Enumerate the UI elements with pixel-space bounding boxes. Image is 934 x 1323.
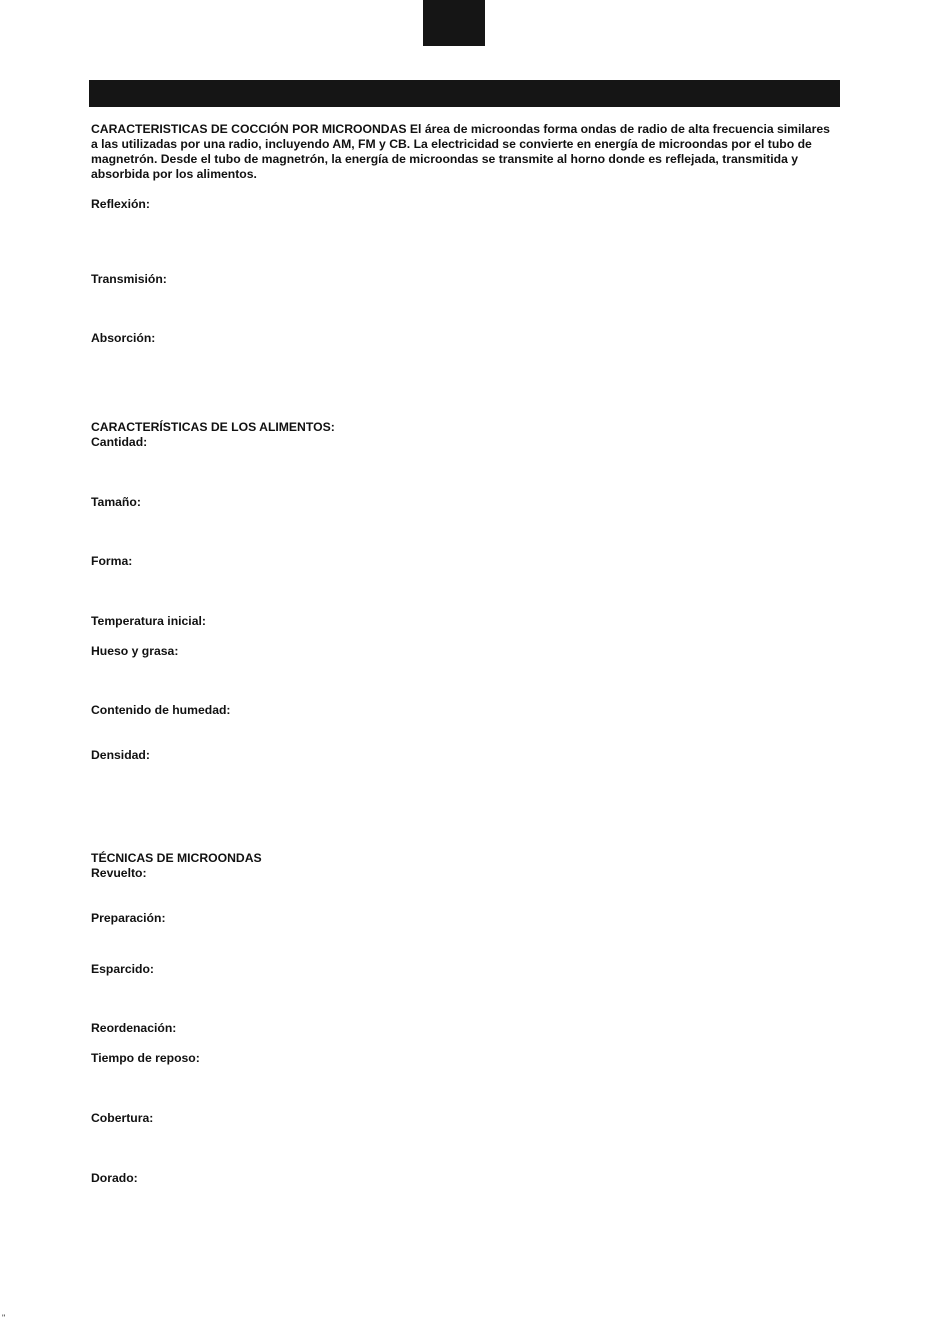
label-forma: Forma: — [91, 554, 133, 568]
page-corner-mark: " — [2, 1313, 6, 1323]
intro-text: El área de microondas forma ondas de radio de alta frecuencia similares a las utilizadas por una radio, incluyendo AM, FM y CB. La electricidad se convierte en energía de microondas por el tubo de magnetrón. Desde el tubo de magnetrón, la energía de microondas se transmite al horno donde es reflejada, transmitida y absorbida por los alimentos. — [91, 122, 830, 181]
label-tamano: Tamaño: — [91, 495, 141, 509]
label-humedad: Contenido de humedad: — [91, 703, 231, 717]
label-densidad: Densidad: — [91, 748, 150, 762]
label-temperatura: Temperatura inicial: — [91, 614, 206, 628]
label-revuelto: Revuelto: — [91, 866, 147, 880]
food-heading: CARACTERÍSTICAS DE LOS ALIMENTOS: — [91, 420, 335, 434]
section-header-bar — [89, 80, 840, 107]
label-dorado: Dorado: — [91, 1171, 138, 1185]
label-esparcido: Esparcido: — [91, 962, 154, 976]
intro-lead: CARACTERISTICAS DE COCCIÓN POR MICROONDAS — [91, 122, 407, 136]
page-tab-marker — [423, 0, 485, 46]
label-absorcion: Absorción: — [91, 331, 156, 345]
label-reposo: Tiempo de reposo: — [91, 1051, 200, 1065]
label-reordenacion: Reordenación: — [91, 1021, 177, 1035]
label-reflexion: Reflexión: — [91, 197, 150, 211]
label-cantidad: Cantidad: — [91, 435, 148, 449]
label-cobertura: Cobertura: — [91, 1111, 154, 1125]
intro-paragraph — [91, 122, 833, 182]
label-transmision: Transmisión: — [91, 272, 167, 286]
techniques-heading: TÉCNICAS DE MICROONDAS — [91, 851, 262, 865]
label-hueso: Hueso y grasa: — [91, 644, 179, 658]
label-preparacion: Preparación: — [91, 911, 166, 925]
